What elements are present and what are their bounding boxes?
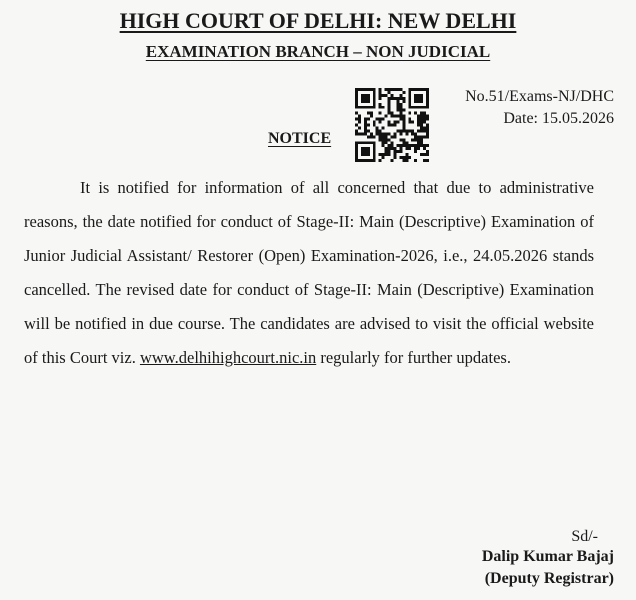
court-title: HIGH COURT OF DELHI: NEW DELHI (119, 8, 517, 33)
signatory-name: Dalip Kumar Bajaj (481, 548, 614, 565)
signature-sd: Sd/- (571, 528, 598, 545)
website-link[interactable]: www.delhihighcourt.nic.in (139, 348, 317, 367)
notice-body (24, 171, 594, 375)
branch-title: EXAMINATION BRANCH – NON JUDICIAL (145, 42, 491, 61)
notice-date: Date: 15.05.2026 (503, 110, 614, 127)
notice-body-text-end: regularly for further updates. (316, 348, 511, 367)
notice-heading: NOTICE (268, 130, 332, 147)
signatory-designation: (Deputy Registrar) (484, 570, 614, 587)
notice-body-text: It is notified for information of all concerned that due to administrative reasons, the date notified for conduct of Stage-II: Main (Descriptive) Examination of Junior Judicial Assistant/ Restorer (Open) Examination-2026, i.e., 24.05.2026 stands cancelled. The revised date for conduct of Stage-II: Main (Descriptive) Examination will be notified in due course. The candidates are advised to visit the official website of this Court viz. (24, 178, 594, 367)
reference-number: No.51/Exams-NJ/DHC (465, 88, 614, 105)
qr-code-icon (355, 88, 429, 162)
